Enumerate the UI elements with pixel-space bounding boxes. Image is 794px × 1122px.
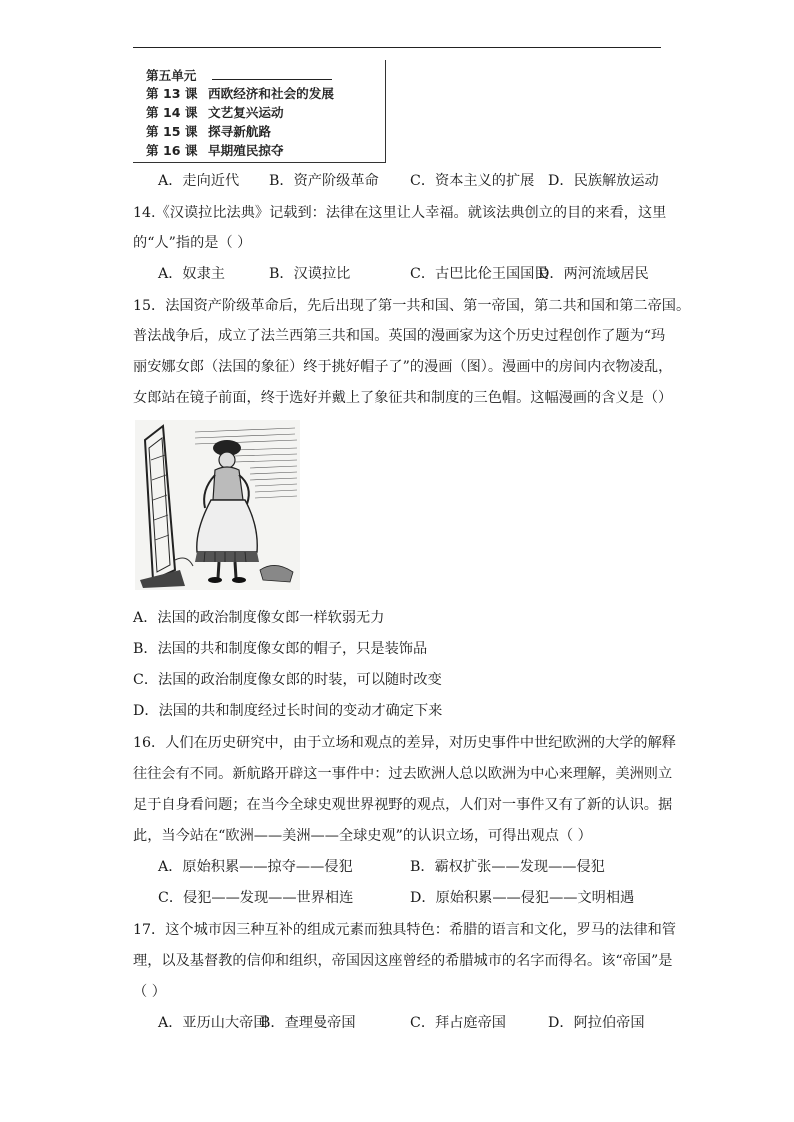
unit-label: 第五单元 [146,68,197,83]
q13-option-b[interactable]: B．资产阶级革命 [269,173,379,189]
q16-option-a[interactable]: A．原始积累——掠夺——侵犯 [158,859,353,875]
q16-stem-line: 此，当今站在“欧洲——美洲——全球史观”的认识立场，可得出观点（ ） [133,828,592,844]
q13-option-d[interactable]: D．民族解放运动 [548,173,659,189]
q17-options [158,1013,668,1033]
q14-option-c[interactable]: C．古巴比伦王国国民 [410,266,549,282]
lesson-title: 早期殖民掠夺 [208,143,284,158]
lesson-line [146,104,284,122]
q14-option-b[interactable]: B．汉谟拉比 [269,266,351,282]
q15-option-a[interactable]: A．法国的政治制度像女郎一样软弱无力 [133,610,385,626]
q14-option-a[interactable]: A．奴隶主 [158,266,225,282]
q17-option-d[interactable]: D．阿拉伯帝国 [548,1015,645,1031]
q17-option-a[interactable]: A．亚历山大帝国 [158,1015,268,1031]
q14-options [158,264,668,284]
lesson-line [146,123,271,141]
q17-stem-line: 理，以及基督教的信仰和组织，帝国因这座曾经的希腊城市的名字而得名。该“帝国”是 [133,953,673,969]
q14-stem-line: 的“人”指的是（ ） [133,235,252,251]
q16-options-row1 [158,857,658,877]
lesson-number: 第 13 课 [146,86,198,101]
q15-stem-line: 15．法国资产阶级革命后，先后出现了第一共和国、第一帝国，第二共和国和第二帝国。 [133,298,691,314]
q16-option-b[interactable]: B．霸权扩张——发现——侵犯 [410,859,605,875]
lesson-title: 西欧经济和社会的发展 [208,86,334,101]
q17-option-b[interactable]: B．查理曼帝国 [260,1015,356,1031]
q17-stem-line: （ ） [133,984,166,1000]
q14-stem-line: 14.《汉谟拉比法典》记载到：法律在这里让人幸福。就该法典创立的目的来看，这里 [133,205,667,221]
lesson-number: 第 14 课 [146,105,198,120]
unit-title-line [146,66,332,85]
q16-options-row2 [158,888,658,908]
q13-option-c[interactable]: C．资本主义的扩展 [410,173,535,189]
lesson-number: 第 16 课 [146,143,198,158]
lesson-line [146,85,334,103]
lesson-number: 第 15 课 [146,124,198,139]
marianne-cartoon-image [135,420,300,590]
q15-stem-line: 丽安娜女郎（法国的象征）终于挑好帽子了”的漫画（图）。漫画中的房间内衣物凌乱， [133,359,673,375]
q15-option-c[interactable]: C．法国的政治制度像女郎的时装，可以随时改变 [133,672,442,688]
q16-option-c[interactable]: C．侵犯——发现——世界相连 [158,890,354,906]
cartoon-svg [135,420,300,590]
q15-option-d[interactable]: D．法国的共和制度经过长时间的变动才确定下来 [133,703,443,719]
q17-option-c[interactable]: C．拜占庭帝国 [410,1015,506,1031]
header-rule [133,47,661,48]
q17-stem-line: 17．这个城市因三种互补的组成元素而独具特色：希腊的语言和文化，罗马的法律和管 [133,922,676,938]
q15-stem-line: 女郎站在镜子前面，终于选好并戴上了象征共和制度的三色帽。这幅漫画的含义是（） [133,390,673,406]
lesson-line [146,142,284,160]
q15-option-b[interactable]: B．法国的共和制度像女郎的帽子，只是装饰品 [133,641,428,657]
q15-stem-line: 普法战争后，成立了法兰西第三共和国。英国的漫画家为这个历史过程创作了题为“玛 [133,328,666,344]
q16-stem-line: 足于自身看问题；在当今全球史观世界视野的观点，人们对一事件又有了新的认识。据 [133,797,673,813]
q13-option-a[interactable]: A．走向近代 [158,173,240,189]
unit-blank [212,66,332,80]
q14-option-d[interactable]: D．两河流域居民 [538,266,649,282]
q16-stem-line: 16．人们在历史研究中，由于立场和观点的差异，对历史事件中世纪欧洲的大学的解释 [133,735,676,751]
lesson-title: 文艺复兴运动 [208,105,284,120]
lesson-title: 探寻新航路 [208,124,271,139]
unit-lesson-box [133,60,386,163]
q16-option-d[interactable]: D．原始积累——侵犯——文明相遇 [410,890,635,906]
q16-stem-line: 往往会有不同。新航路开辟这一事件中：过去欧洲人总以欧洲为中心来理解，美洲则立 [133,766,673,782]
q13-options [158,171,668,191]
